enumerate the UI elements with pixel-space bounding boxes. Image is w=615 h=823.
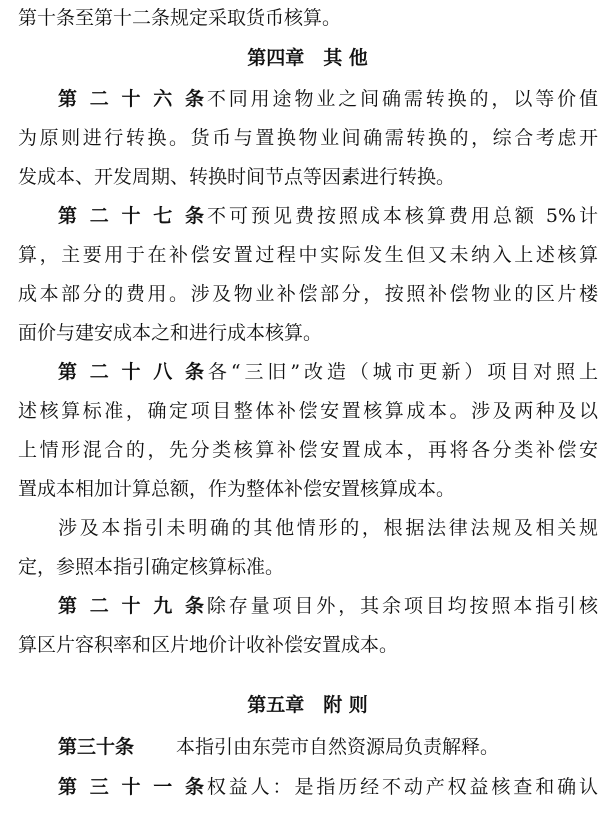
- article-27-first-line: [58, 204, 598, 228]
- text-line: 成本部分的费用。涉及物业补偿部分，按照补偿物业的区片楼: [18, 283, 598, 305]
- article-26-label: 第二十六条: [58, 88, 204, 110]
- text-line: 算，主要用于在补偿安置过程中实际发生但又未纳入上述核算: [18, 244, 598, 266]
- article-31-first-line: [58, 775, 598, 799]
- text-line: 为原则进行转换。货币与置换物业间确需转换的，综合考虑开: [18, 127, 598, 149]
- text-line: 置成本相加计算总额，作为整体补偿安置核算成本。: [18, 478, 456, 500]
- text-line: 定，参照本指引确定核算标准。: [18, 556, 285, 578]
- text-line: 权益人：是指历经不动产权益核查和确认: [204, 776, 598, 798]
- text-line: 发成本、开发周期、转换时间节点等因素进行转换。: [18, 166, 456, 188]
- text-line: 上情形混合的，先分类核算补偿安置成本，再将各分类补偿安: [18, 439, 598, 461]
- text-line: 本指引由东莞市自然资源局负责解释。: [176, 736, 500, 758]
- text-line: 面价与建安成本之和进行成本核算。: [18, 322, 323, 344]
- text-line: 不同用途物业之间确需转换的，以等价值: [204, 88, 598, 110]
- article-28-label: 第二十八条: [58, 361, 204, 383]
- text-line: 第十条至第十二条规定采取货币核算。: [18, 7, 342, 29]
- article-31-label: 第三十一条: [58, 776, 204, 798]
- text-line: 不可预见费按照成本核算费用总额 5%计: [204, 205, 598, 227]
- article-30-label: 第三十条: [58, 736, 135, 758]
- article-28-first-line: [58, 360, 598, 384]
- article-29-label: 第二十九条: [58, 595, 204, 617]
- text-line: 述核算标准，确定项目整体补偿安置核算成本。涉及两种及以: [18, 400, 598, 422]
- text-line: 除存量项目外，其余项目均按照本指引核: [204, 595, 598, 617]
- text-line: 各“三旧”改造（城市更新）项目对照上: [204, 361, 598, 383]
- article-26-first-line: [58, 87, 598, 111]
- article-30-first-line: [58, 735, 598, 759]
- chapter-heading-4: 第四章 其 他: [247, 47, 368, 69]
- article-27-label: 第二十七条: [58, 205, 204, 227]
- chapter-heading-5: 第五章 附 则: [247, 694, 368, 716]
- text-line: 涉及本指引未明确的其他情形的，根据法律法规及相关规: [58, 517, 598, 539]
- article-29-first-line: [58, 594, 598, 618]
- text-line: 算区片容积率和区片地价计收补偿安置成本。: [18, 634, 399, 656]
